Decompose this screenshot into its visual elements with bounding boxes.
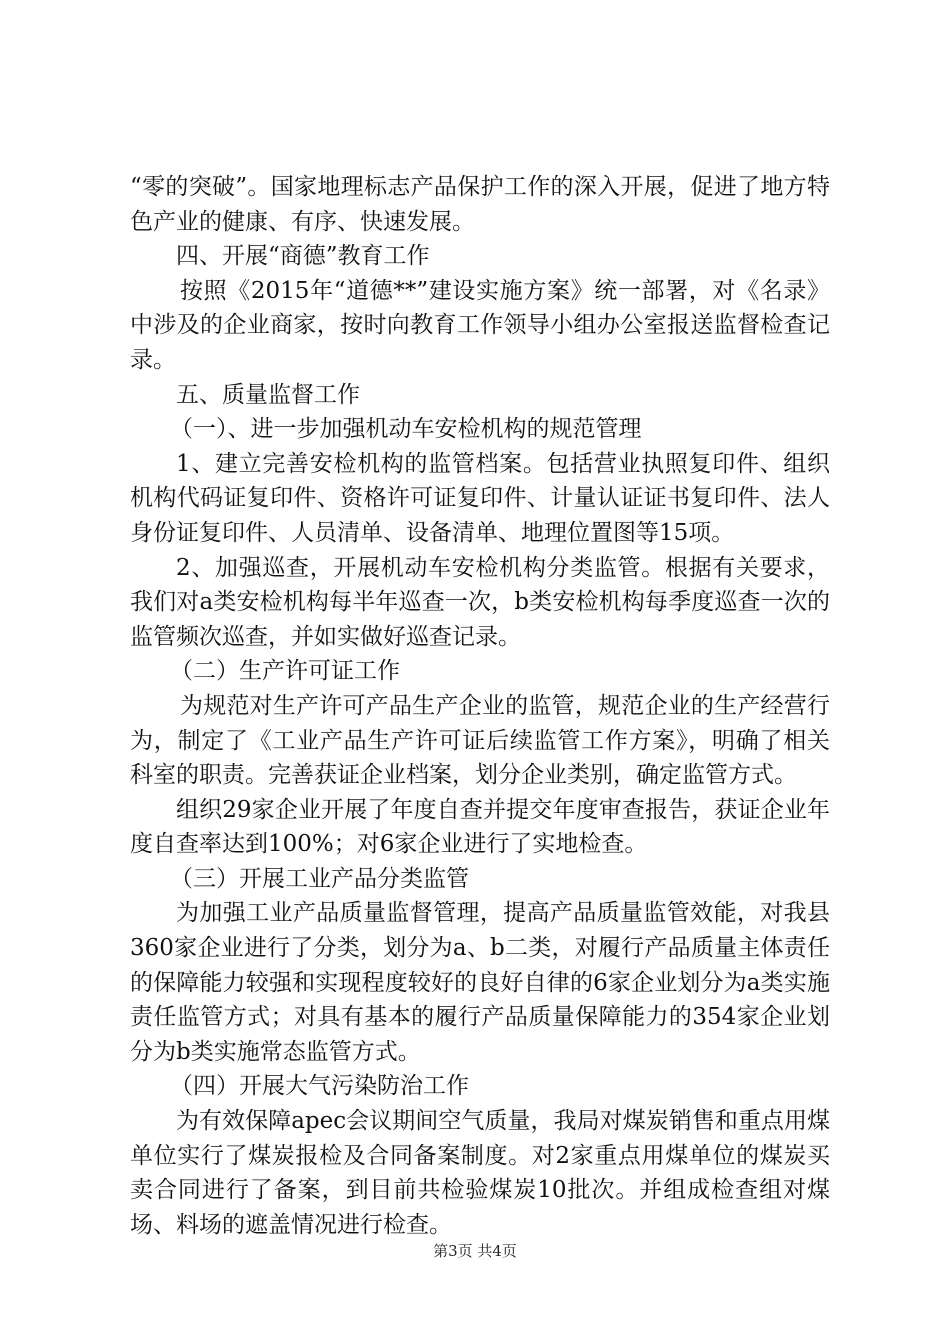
document-body [130,170,830,1242]
paragraph-continuation: “零的突破”。国家地理标志产品保护工作的深入开展，促进了地方特色产业的健康、有序、快速发展。 [130,174,830,235]
section-heading-5: 五、质量监督工作 [176,381,360,408]
subsection-heading-1: （一）、进一步加强机动车安检机构的规范管理 [170,416,642,443]
paragraph: 1、建立完善安检机构的监管档案。包括营业执照复印件、组织机构代码证复印件、资格许可证复印件、计量认证证书复印件、法人身份证复印件、人员清单、设备清单、地理位置图等15项。 [130,450,830,546]
section-heading-4: 四、开展“商德”教育工作 [176,243,430,270]
subsection-heading-4: （四）开展大气污染防治工作 [170,1073,469,1100]
paragraph: 为加强工业产品质量监督管理，提高产品质量监管效能，对我县360家企业进行了分类，划分为a、b二类，对履行产品质量主体责任的保障能力较强和实现程度较好的良好自律的6家企业划分为a类实施责任监管方式；对具有基本的履行产品质量保障能力的354家企业划分为b类实施常态监管方式。 [130,900,830,1065]
paragraph: 按照《2015年“道德**”建设实施方案》统一部署，对《名录》中涉及的企业商家，按时向教育工作领导小组办公室报送监督检查记录。 [130,277,830,373]
paragraph: 2、加强巡查，开展机动车安检机构分类监管。根据有关要求，我们对a类安检机构每半年巡查一次，b类安检机构每季度巡查一次的监管频次巡查，并如实做好巡查记录。 [130,554,830,650]
page-footer: 第3页 共4页 [433,1242,517,1260]
paragraph: 为规范对生产许可产品生产企业的监管，规范企业的生产经营行为，制定了《工业产品生产许可证后续监管工作方案》，明确了相关科室的职责。完善获证企业档案，划分企业类别，确定监管方式。 [130,692,830,789]
paragraph: 组织29家企业开展了年度自查并提交年度审查报告，获证企业年度自查率达到100%；对6家企业进行了实地检查。 [130,796,830,858]
subsection-heading-3: （三）开展工业产品分类监管 [170,865,469,892]
paragraph: 为有效保障apec会议期间空气质量，我局对煤炭销售和重点用煤单位实行了煤炭报检及合同备案制度。对2家重点用煤单位的煤炭买卖合同进行了备案，到目前共检验煤炭10批次。并组成检查组对煤场、料场的遮盖情况进行检查。 [130,1108,830,1238]
subsection-heading-2: （二）生产许可证工作 [170,658,400,685]
